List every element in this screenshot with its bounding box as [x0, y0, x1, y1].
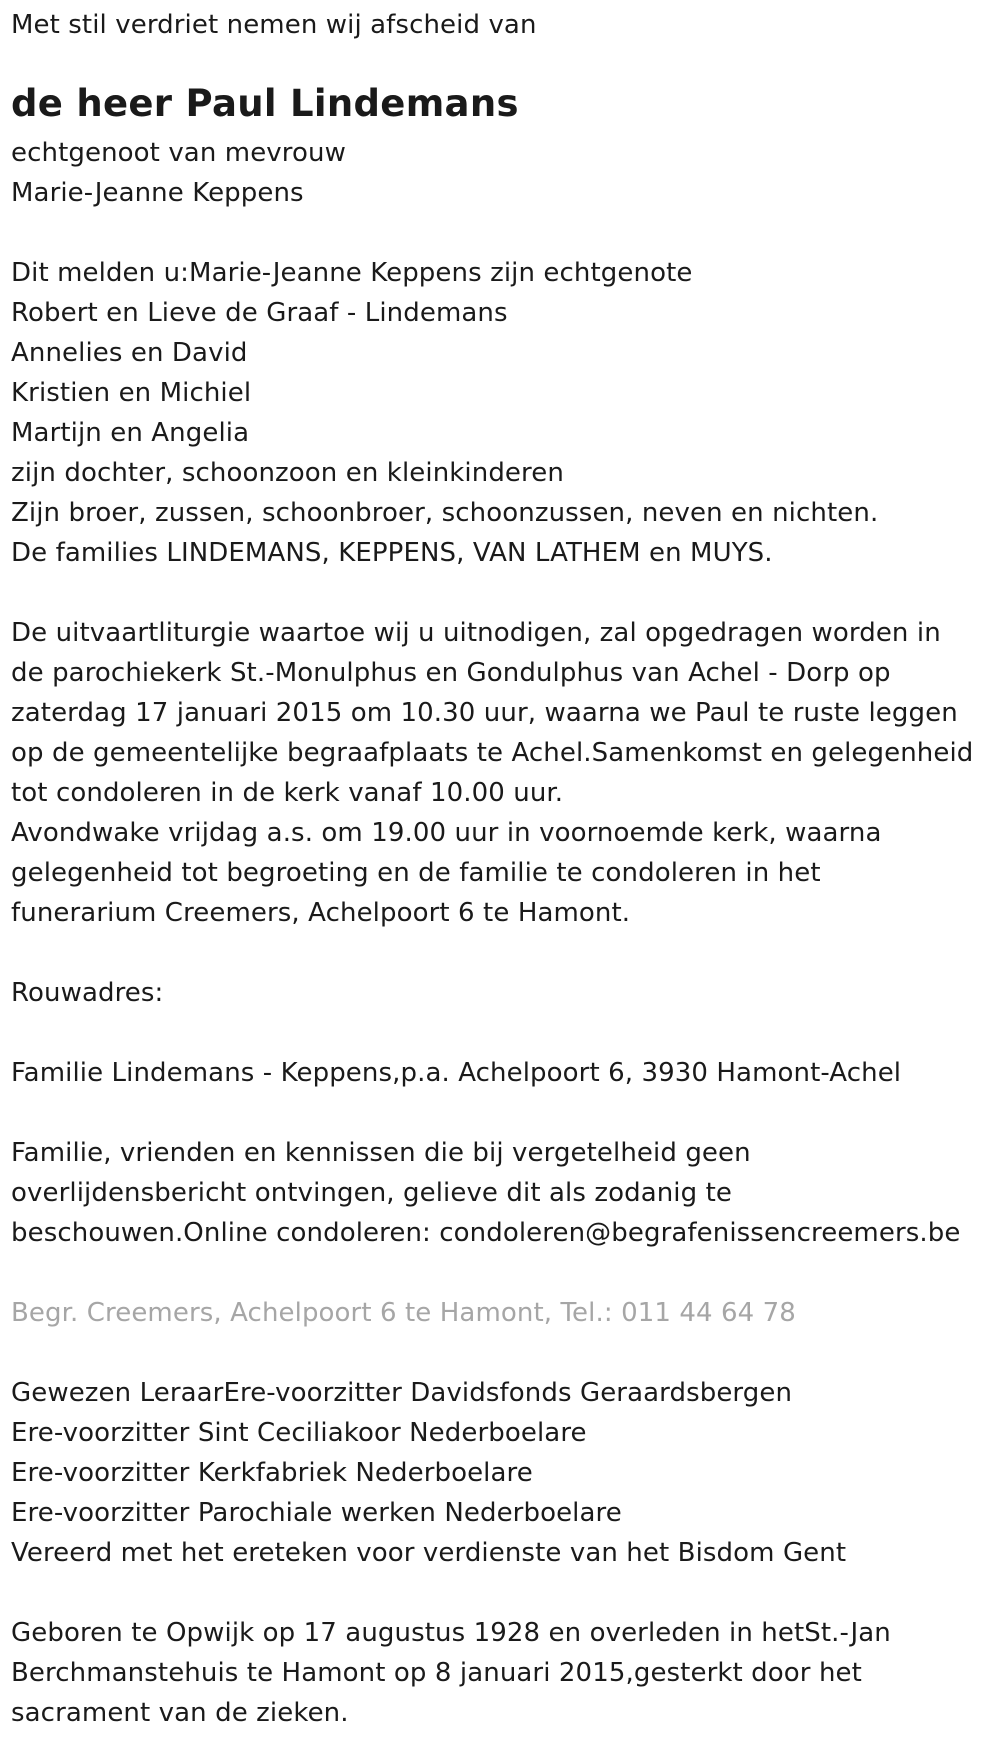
- birth-block: [11, 1613, 891, 1733]
- birth-line: Berchmanstehuis te Hamont op 8 januari 2015,gesterkt door het: [11, 1658, 862, 1688]
- spouse-block: [11, 133, 346, 213]
- family-line: De families LINDEMANS, KEPPENS, VAN LATHEM en MUYS.: [11, 538, 773, 568]
- titles-block: [11, 1373, 846, 1573]
- rouwadres-label-block: [11, 973, 163, 1013]
- rouwadres-label: Rouwadres:: [11, 978, 164, 1008]
- family-line: Annelies en David: [11, 338, 248, 368]
- liturgy-line: funerarium Creemers, Achelpoort 6 te Hamont.: [11, 898, 631, 928]
- title-line: Ere-voorzitter Sint Ceciliakoor Nederboelare: [11, 1418, 587, 1448]
- liturgy-line: zaterdag 17 januari 2015 om 10.30 uur, waarna we Paul te ruste leggen: [11, 698, 958, 728]
- family-line: Robert en Lieve de Graaf - Lindemans: [11, 298, 508, 328]
- undertaker-block: [11, 1293, 796, 1333]
- note-line: overlijdensbericht ontvingen, gelieve dit als zodanig te: [11, 1178, 732, 1208]
- liturgy-block: [11, 613, 973, 933]
- birth-line: Geboren te Opwijk op 17 augustus 1928 en overleden in hetSt.-Jan: [11, 1618, 891, 1648]
- liturgy-line: De uitvaartliturgie waartoe wij u uitnodigen, zal opgedragen worden in: [11, 618, 941, 648]
- spouse-line: Marie-Jeanne Keppens: [11, 178, 304, 208]
- liturgy-line: gelegenheid tot begroeting en de familie te condoleren in het: [11, 858, 821, 888]
- family-line: Zijn broer, zussen, schoonbroer, schoonzussen, neven en nichten.: [11, 498, 879, 528]
- undertaker-line: Begr. Creemers, Achelpoort 6 te Hamont, Tel.: 011 44 64 78: [11, 1298, 796, 1328]
- note-block: [11, 1133, 960, 1253]
- intro-text: Met stil verdriet nemen wij afscheid van: [11, 10, 537, 40]
- title-line: Ere-voorzitter Kerkfabriek Nederboelare: [11, 1458, 533, 1488]
- rouwadres-block: [11, 1053, 901, 1093]
- spouse-line: echtgenoot van mevrouw: [11, 138, 346, 168]
- title-line: Ere-voorzitter Parochiale werken Nederboelare: [11, 1498, 622, 1528]
- note-line: beschouwen.Online condoleren: condoleren@begrafenissencreemers.be: [11, 1218, 961, 1248]
- title-line: Vereerd met het ereteken voor verdienste van het Bisdom Gent: [11, 1538, 847, 1568]
- family-line: Dit melden u:Marie-Jeanne Keppens zijn echtgenote: [11, 258, 693, 288]
- liturgy-line: Avondwake vrijdag a.s. om 19.00 uur in voornoemde kerk, waarna: [11, 818, 882, 848]
- title-line: Gewezen LeraarEre-voorzitter Davidsfonds Geraardsbergen: [11, 1378, 793, 1408]
- birth-line: sacrament van de zieken.: [11, 1698, 349, 1728]
- liturgy-line: op de gemeentelijke begraafplaats te Achel.Samenkomst en gelegenheid: [11, 738, 974, 768]
- family-block: [11, 253, 878, 573]
- liturgy-line: de parochiekerk St.-Monulphus en Gondulphus van Achel - Dorp op: [11, 658, 891, 688]
- deceased-name: de heer Paul Lindemans: [11, 82, 519, 125]
- family-line: Kristien en Michiel: [11, 378, 252, 408]
- liturgy-line: tot condoleren in de kerk vanaf 10.00 uur.: [11, 778, 564, 808]
- rouwadres-address: Familie Lindemans - Keppens,p.a. Achelpoort 6, 3930 Hamont-Achel: [11, 1058, 902, 1088]
- family-line: Martijn en Angelia: [11, 418, 250, 448]
- family-line: zijn dochter, schoonzoon en kleinkinderen: [11, 458, 564, 488]
- note-line: Familie, vrienden en kennissen die bij vergetelheid geen: [11, 1138, 751, 1168]
